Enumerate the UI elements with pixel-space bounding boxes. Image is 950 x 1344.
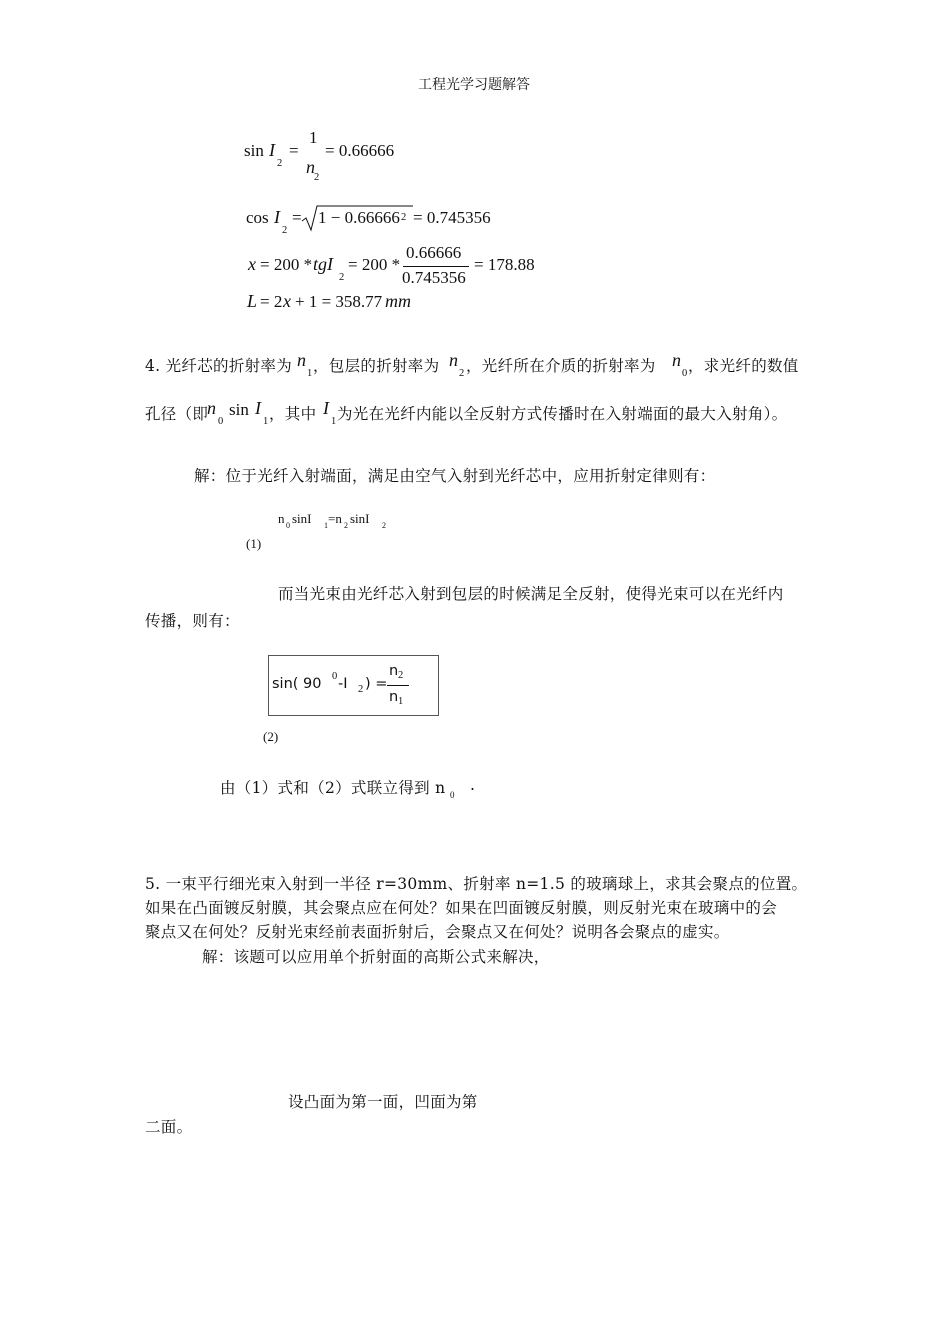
q5-setup-line2: 二面。 (145, 1118, 193, 1136)
q4-conclusion-sub: 0 (450, 790, 455, 800)
q4-n0-sub: 0 (682, 368, 688, 379)
eq3-fraction-bar (403, 266, 469, 267)
eq1-denominator: n (306, 157, 315, 177)
q4-conclusion-end: . (470, 776, 476, 794)
boxed-minus-i: -I (338, 676, 348, 692)
eq1-equals: = (289, 141, 299, 160)
eq3-numerator: 0.66666 (406, 243, 462, 262)
q4-text-c: ，光纤所在介质的折射率为 (466, 357, 656, 375)
q5-line1: 5. 一束平行细光束入射到一半径 r=30mm、折射率 n=1.5 的玻璃球上，求其会聚点的位置。 (145, 875, 808, 893)
boxed-num-sub: 2 (398, 670, 404, 681)
q4-l2-i1b: I (323, 398, 329, 418)
eq3-x: x (248, 254, 256, 274)
eq2-equals: = (292, 208, 302, 227)
q4-l2-text-a: 孔径（即 (145, 405, 209, 423)
q5-line2: 如果在凸面镀反射膜，其会聚点应在何处？如果在凹面镀反射膜，则反射光束在玻璃中的会 (145, 899, 778, 917)
q4-conclusion-text: 由（1）式和（2）式联立得到 n (220, 779, 446, 797)
eq4-l: L (247, 291, 258, 311)
q4-paragraph: 而当光束由光纤芯入射到包层的时候满足全反射，使得光束可以在光纤内 (278, 585, 784, 603)
q4-text-a: 4. 光纤芯的折射率为 (145, 357, 293, 375)
eq4-unit: mm (385, 291, 411, 311)
boxed-denominator: n (389, 689, 399, 705)
boxed-i-sub: 2 (358, 684, 364, 695)
snell-sini: sinI (292, 511, 312, 526)
boxed-lhs: sin( 90 (272, 676, 322, 692)
boxed-den-sub: 1 (398, 696, 404, 707)
eq3-result: = 178.88 (474, 255, 535, 274)
boxed-degree: 0 (332, 671, 338, 682)
q4-text-d: ，求光纤的数值 (688, 357, 799, 375)
q5-solution: 解：该题可以应用单个折射面的高斯公式来解决， (202, 948, 550, 966)
q4-n1: n (297, 350, 306, 370)
eq1-numerator: 1 (309, 128, 318, 147)
eq4-part1: = 2 (260, 292, 283, 311)
boxed-close: ) = (365, 676, 388, 692)
page-header: 工程光学习题解答 (418, 77, 530, 93)
snell-sub2: 2 (344, 521, 348, 530)
equation-label-2: (2) (263, 729, 279, 744)
eq2-radicand: 1 − 0.66666 (318, 208, 400, 227)
sqrt-sign-icon (300, 204, 415, 232)
eq2-power: 2 (401, 212, 407, 223)
eq4-part2: + 1 = 358.77 (295, 292, 383, 311)
eq2-result: = 0.745356 (413, 208, 491, 227)
eq3-part2: = 200 * (348, 255, 401, 274)
q4-l2-n0-sub: 0 (218, 416, 224, 427)
eq3-part1: = 200 * (260, 255, 313, 274)
q4-l2-i1b-sub: 1 (331, 416, 337, 427)
q4-l2-n0: n (207, 398, 216, 418)
eq2-cos: cos (246, 208, 269, 227)
eq1-sin: sin (244, 141, 264, 160)
q4-n0: n (672, 350, 681, 370)
q5-setup-line1: 设凸面为第一面，凹面为第 (288, 1093, 478, 1111)
snell-eq-n: =n (328, 511, 342, 526)
eq2-i-sub: 2 (282, 225, 288, 236)
q4-l2-text-b: ，其中 (269, 405, 317, 423)
eq3-denominator: 0.745356 (402, 268, 466, 287)
q4-l2-text-c: 为光在光纤内能以全反射方式传播时在入射端面的最大入射角）。 (337, 405, 788, 423)
snell-sub1: 1 (324, 521, 328, 530)
eq1-i-sub: 2 (277, 158, 283, 169)
q5-line3: 聚点又在何处？反射光束经前表面折射后，会聚点又在何处？说明各会聚点的虚实。 (145, 923, 730, 941)
q4-l2-i1-sub: 1 (263, 416, 269, 427)
eq1-i: I (269, 140, 275, 160)
eq4-x: x (283, 291, 291, 311)
boxed-fraction-bar (387, 685, 409, 686)
equation-label-1: (1) (246, 536, 262, 551)
eq1-den-sub: 2 (314, 172, 320, 183)
snell-sini2: sinI (350, 511, 370, 526)
q4-solution: 解：位于光纤入射端面，满足由空气入射到光纤芯中，应用折射定律则有： (194, 467, 716, 485)
boxed-equation (268, 655, 439, 716)
eq3-tg-sub: 2 (339, 272, 345, 283)
q4-paragraph-cont: 传播，则有： (145, 612, 240, 630)
q4-n2-sub: 2 (459, 368, 465, 379)
snell-n: n (278, 511, 285, 526)
q4-n1-sub: 1 (307, 368, 313, 379)
snell-sub0: 0 (286, 521, 290, 530)
q4-l2-i1: I (255, 398, 261, 418)
eq3-tg: tgI (313, 254, 333, 274)
q4-l2-sin: sin (229, 400, 249, 419)
boxed-numerator: n (389, 663, 399, 679)
snell-sub2b: 2 (382, 521, 386, 530)
eq2-i: I (274, 207, 280, 227)
eq1-result: = 0.66666 (325, 141, 395, 160)
q4-text-b: ，包层的折射率为 (313, 357, 440, 375)
q4-n2: n (449, 350, 458, 370)
